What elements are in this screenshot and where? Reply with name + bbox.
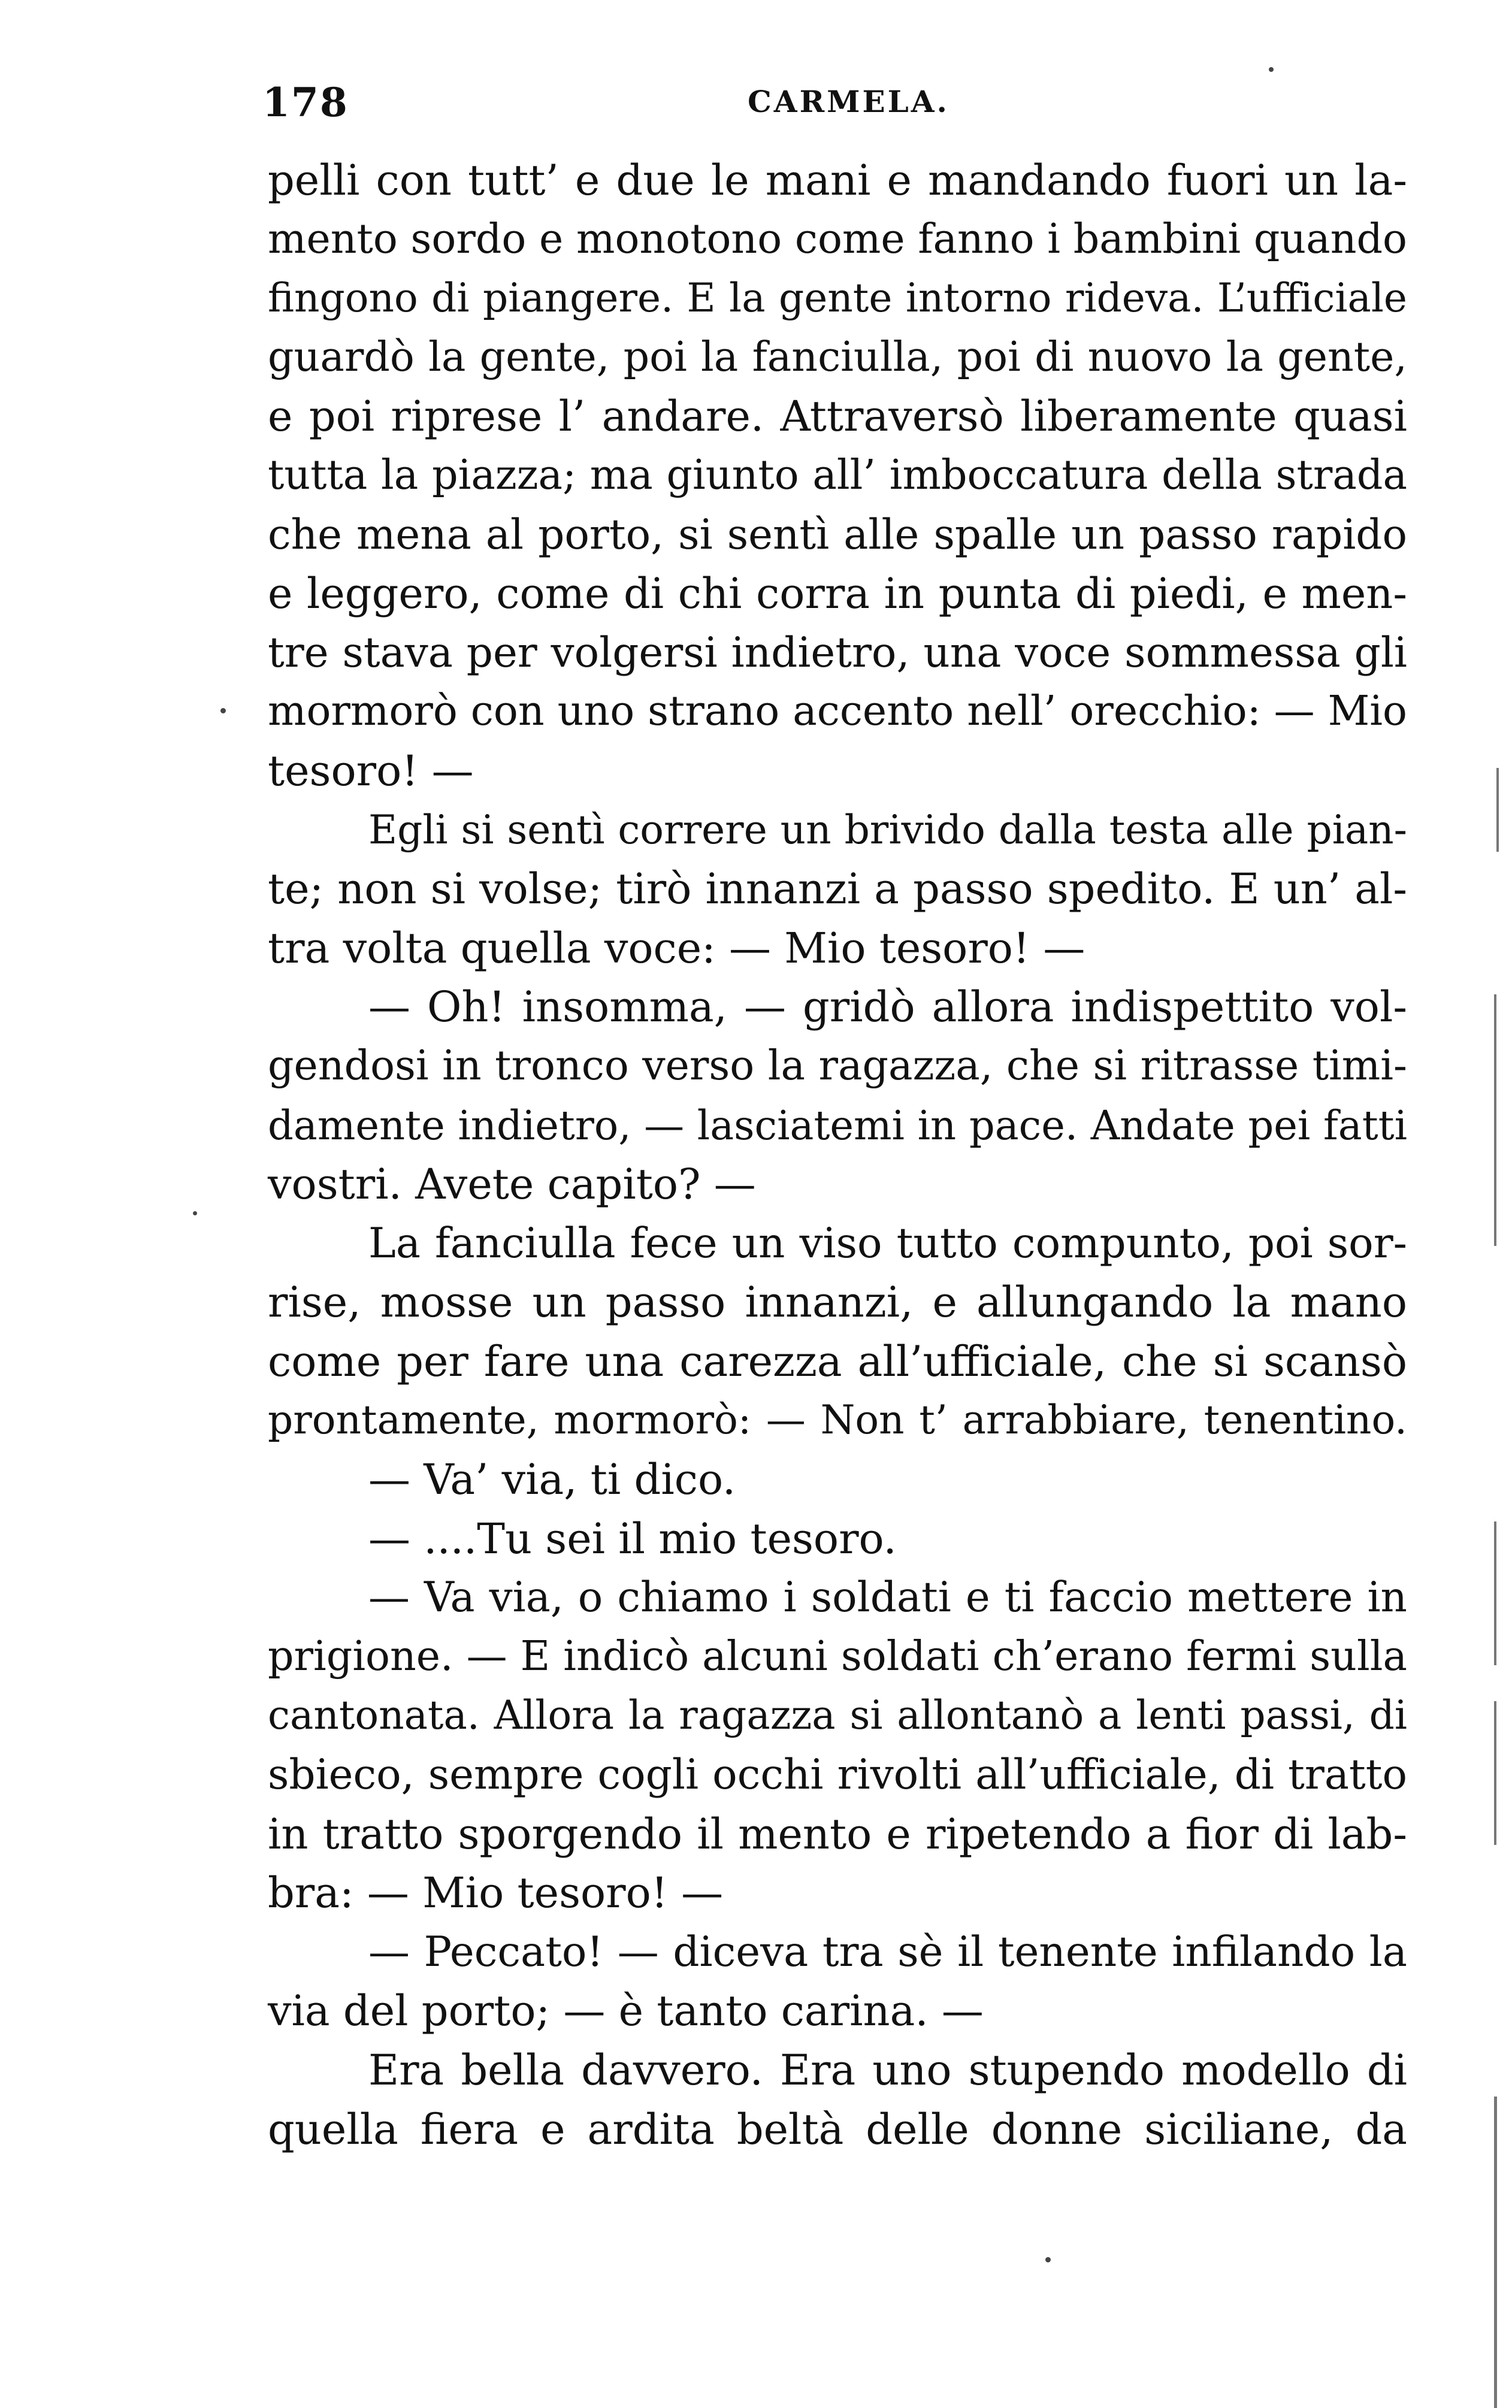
text-line: tre stava per volgersi indietro, una voce sommessa gli	[268, 628, 1407, 677]
scan-margin-mark	[1496, 768, 1499, 852]
page-number: 178	[262, 79, 349, 126]
text-line: rise, mosse un passo innanzi, e allungando la mano	[268, 1278, 1407, 1327]
scan-margin-mark	[1494, 994, 1496, 1246]
text-line: tesoro! —	[268, 746, 474, 795]
scan-margin-mark	[1494, 1701, 1496, 1845]
text-line: quella fiera e ardita beltà delle donne siciliane, da	[268, 2104, 1407, 2154]
scan-speck	[1045, 2257, 1051, 2262]
text-line: — Va via, o chiamo i soldati e ti faccio mettere in	[368, 1574, 1407, 1622]
text-line: tra volta quella voce: — Mio tesoro! —	[268, 923, 1085, 973]
text-line: e poi riprese l’ andare. Attraversò liberamente quasi	[268, 392, 1407, 441]
text-line: mento sordo e monotono come fanno i bambini quando	[268, 215, 1407, 263]
text-line: La fanciulla fece un viso tutto compunto, poi sor-	[368, 1219, 1407, 1267]
text-line: — Oh! insomma, — gridò allora indispettito vol-	[368, 982, 1407, 1032]
text-line: guardò la gente, poi la fanciulla, poi di nuovo la gente,	[268, 333, 1407, 381]
text-line: via del porto; — è tanto carina. —	[268, 1986, 984, 2036]
scan-speck	[220, 708, 226, 713]
text-line: vostri. Avete capito? —	[268, 1160, 756, 1209]
page-header	[262, 79, 1408, 139]
text-line: come per fare una carezza all’ufficiale, che si scansò	[268, 1336, 1407, 1386]
scan-speck	[193, 1211, 197, 1215]
text-line: pelli con tutt’ e due le mani e mandando fuori un la-	[268, 156, 1407, 205]
text-line: te; non si volse; tirò innanzi a passo spedito. E un’ al-	[268, 864, 1407, 914]
text-line: che mena al porto, si sentì alle spalle un passo rapido	[268, 510, 1407, 559]
text-line: bra: — Mio tesoro! —	[268, 1868, 724, 1918]
text-line: mormorò con uno strano accento nell’ orecchio: — Mio	[268, 688, 1407, 736]
text-line: — Peccato! — diceva tra sè il tenente infilando la	[368, 1928, 1407, 1976]
text-line: gendosi in tronco verso la ragazza, che si ritrasse timi-	[268, 1042, 1407, 1090]
text-line: prontamente, mormorò: — Non t’ arrabbiare, tenentino.	[268, 1397, 1407, 1444]
text-line: damente indietro, — lasciatemi in pace. Andate pei fatti	[268, 1102, 1407, 1149]
text-line: e leggero, come di chi corra in punta di piedi, e men-	[268, 569, 1407, 619]
text-line: Egli si sentì correre un brivido dalla testa alle pian-	[368, 806, 1407, 853]
text-line: fingono di piangere. E la gente intorno rideva. L’ufficiale	[268, 275, 1407, 322]
text-line: Era bella davvero. Era uno stupendo modello di	[368, 2046, 1407, 2095]
scan-speck	[1269, 67, 1274, 72]
text-line: — Va’ via, ti dico.	[368, 1455, 736, 1505]
body-text	[268, 151, 1407, 2159]
text-line: in tratto sporgendo il mento e ripetendo a fior di lab-	[268, 1809, 1407, 1859]
text-line: prigione. — E indicò alcuni soldati ch’erano fermi sulla	[268, 1632, 1407, 1680]
text-line: — ....Tu sei il mio tesoro.	[368, 1514, 897, 1563]
scan-margin-mark	[1494, 2097, 1497, 2408]
text-line: cantonata. Allora la ragazza si allontanò a lenti passi, di	[268, 1692, 1407, 1739]
running-title: CARMELA.	[748, 84, 949, 119]
text-line: tutta la piazza; ma giunto all’ imboccatura della strada	[268, 451, 1407, 499]
text-line: sbieco, sempre cogli occhi rivolti all’ufficiale, di tratto	[268, 1751, 1407, 1799]
scan-margin-mark	[1494, 1521, 1496, 1665]
